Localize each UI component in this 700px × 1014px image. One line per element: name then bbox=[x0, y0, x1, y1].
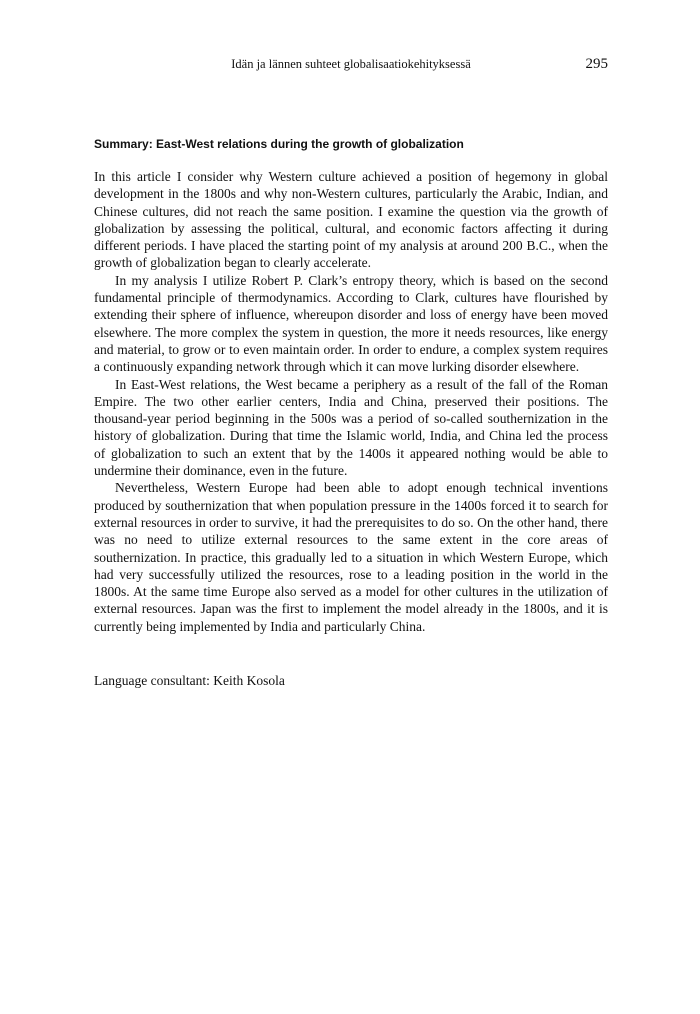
page-number: 295 bbox=[585, 56, 608, 72]
summary-title: Summary: East-West relations during the growth of globalization bbox=[94, 137, 464, 151]
summary-paragraph-3: In East-West relations, the West became a periphery as a result of the fall of the Roman Empire. The two other earlier centers, India and China, preserved their positions. The thousand-year period beginning in the 500s was a period of so-called southernization in the history of globalization. During that time the Islamic world, India, and China led the process of globalization to such an extent that by the 1400s it appeared nothing would be able to undermine their dominance, even in the future. bbox=[94, 376, 608, 479]
language-consultant: Language consultant: Keith Kosola bbox=[94, 673, 285, 688]
summary-body bbox=[94, 168, 608, 635]
running-title: Idän ja lännen suhteet globalisaatiokehityksessä bbox=[231, 57, 471, 71]
summary-paragraph-2: In my analysis I utilize Robert P. Clark’s entropy theory, which is based on the second fundamental principle of thermodynamics. According to Clark, cultures have flourished by extending their sphere of influence, whereupon disorder and loss of energy have been moved elsewhere. The more complex the system in question, the more it needs resources, like energy and material, to grow or to even maintain order. In order to endure, a complex system requires a continuously expanding network through which it can move lurking disorder elsewhere. bbox=[94, 272, 608, 375]
summary-paragraph-4: Nevertheless, Western Europe had been able to adopt enough technical inventions produced by southernization that when population pressure in the 1400s forced it to search for external resources in order to survive, it had the prerequisites to do so. On the other hand, there was no need to utilize external resources to the same extent in the core areas of southernization. In practice, this gradually led to a situation in which Western Europe, which had very successfully utilized the resources, rose to a leading position in the world in the 1800s. At the same time Europe also served as a model for other cultures in the utilization of external resources. Japan was the first to implement the model already in the 1800s, and it is currently being implemented by India and particularly China. bbox=[94, 480, 608, 634]
running-header bbox=[94, 55, 608, 73]
summary-paragraph-1: In this article I consider why Western culture achieved a position of hegemony in global development in the 1800s and why non-Western cultures, particularly the Arabic, Indian, and Chinese cultures, did not reach the same position. I examine the question via the growth of globalization by assessing the political, cultural, and economic factors affecting it during different periods. I have placed the starting point of my analysis at around 200 B.C., when the growth of globalization began to clearly accelerate. bbox=[94, 169, 608, 271]
